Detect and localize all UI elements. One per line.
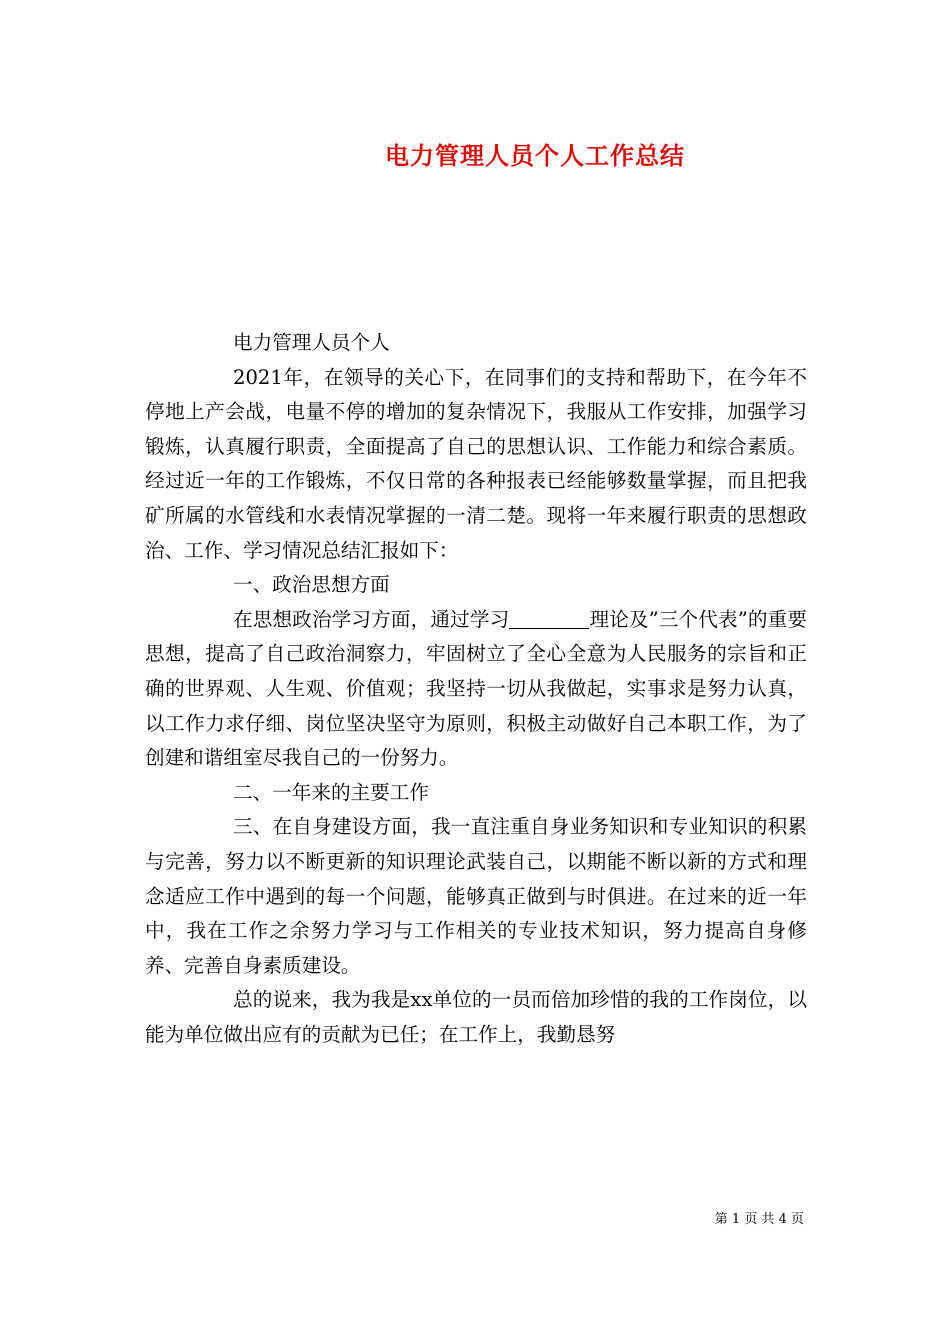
document-title: 电力管理人员个人工作总结 (385, 141, 685, 170)
paragraph-self-development: 三、在自身建设方面，我一直注重自身业务知识和专业知识的积累与完善，努力以不断更新的知识理论武装自己，以期能不断以新的方式和理念适应工作中遇到的每一个问题，能够真正做到与时俱进。在过来的近一年中，我在工作之余努力学习与工作相关的专业技术知识，努力提高自身修养、完善自身素质建设。 (145, 815, 807, 977)
paragraph-politics (145, 603, 807, 776)
paragraph-politics-part-2: 理论及”三个代表”的重要思想，提高了自己政治洞察力，牢固树立了全心全意为人民服务的宗旨和正确的世界观、人生观、价值观；我坚持一切从我做起，实事求是努力认真，以工作力求仔细、岗位坚决坚守为原则，积极主动做好自己本职工作，为了创建和谐组室尽我自己的一份努力。 (145, 607, 807, 770)
paragraph-summary: 总的说来，我为我是xx单位的一员而倍加珍惜的我的工作岗位，以能为单位做出应有的贡献为已任；在工作上，我勤恳努 (145, 988, 807, 1046)
document-body (145, 326, 807, 1052)
fill-in-blank (509, 608, 589, 629)
section-heading-main-work: 二、一年来的主要工作 (233, 780, 429, 804)
section-heading-politics: 一、政治思想方面 (233, 573, 390, 597)
paragraph-politics-part-1: 在思想政治学习方面，通过学习 (233, 607, 510, 631)
heading-line: 电力管理人员个人 (233, 331, 390, 354)
page-number-footer: 第 1 页 共 4 页 (714, 1212, 804, 1227)
paragraph-intro: 2021年，在领导的关心下，在同事们的支持和帮助下，在今年不停地上产会战，电量不停的增加的复杂情况下，我服从工作安排，加强学习锻炼，认真履行职责，全面提高了自己的思想认识、工作能力和综合素质。经过近一年的工作锻炼，不仅日常的各种报表已经能够数量掌握，而且把我矿所属的水管线和水表情况掌握的一清二楚。现将一年来履行职责的思想政治、工作、学习情况总结汇报如下： (145, 365, 807, 562)
